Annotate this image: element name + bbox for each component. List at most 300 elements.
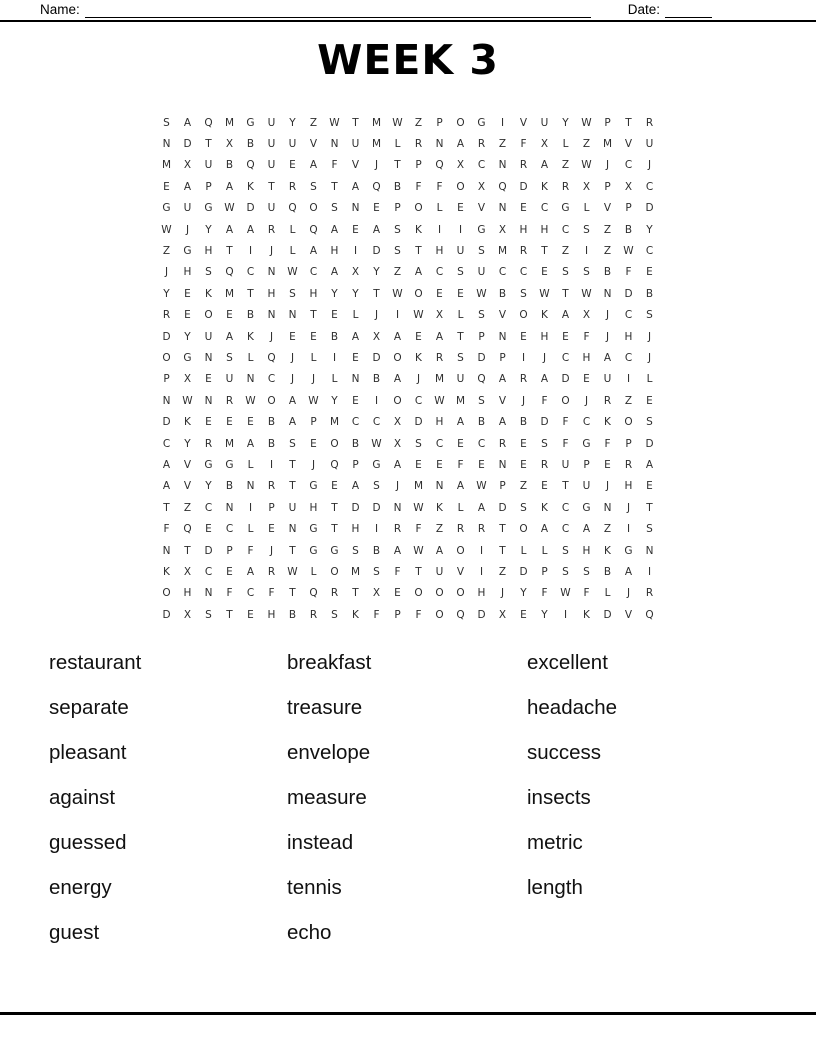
grid-letter: G xyxy=(582,501,591,514)
grid-letter: N xyxy=(645,544,654,557)
grid-letter: F xyxy=(163,523,170,536)
grid-letter: M xyxy=(161,159,172,172)
grid-letter: K xyxy=(604,544,611,557)
grid-letter: C xyxy=(645,180,654,193)
grid-letter: S xyxy=(520,501,527,514)
grid-letter: Y xyxy=(331,394,338,407)
grid-letter: S xyxy=(394,223,401,236)
grid-letter: D xyxy=(603,608,612,621)
grid-letter: P xyxy=(499,351,506,364)
grid-letter: X xyxy=(624,180,633,193)
grid-letter: R xyxy=(204,437,213,450)
grid-letter: L xyxy=(310,351,317,364)
grid-letter: N xyxy=(351,373,360,386)
grid-letter: Y xyxy=(289,116,296,129)
grid-letter: W xyxy=(392,287,403,300)
grid-letter: P xyxy=(394,608,401,621)
grid-letter: A xyxy=(540,523,549,536)
grid-letter: X xyxy=(351,266,360,279)
grid-letter: D xyxy=(498,501,507,514)
grid-letter: A xyxy=(498,416,507,429)
grid-letter: O xyxy=(393,394,402,407)
grid-letter: M xyxy=(224,116,235,129)
grid-letter: J xyxy=(542,351,547,364)
grid-letter: A xyxy=(372,223,381,236)
grid-letter: F xyxy=(625,266,632,279)
grid-letter: Z xyxy=(435,523,444,536)
grid-letter: E xyxy=(415,330,422,343)
grid-letter: A xyxy=(393,330,402,343)
grid-letter: A xyxy=(624,565,633,578)
grid-letter: V xyxy=(603,202,612,215)
word-item: excellent xyxy=(527,650,608,674)
grid-letter: W xyxy=(371,437,382,450)
grid-letter: Y xyxy=(205,223,212,236)
grid-letter: P xyxy=(583,458,590,471)
grid-letter: W xyxy=(413,309,424,322)
word-list-column xyxy=(527,640,617,955)
grid-letter: N xyxy=(435,480,444,493)
grid-letter: Y xyxy=(352,287,359,300)
grid-letter: L xyxy=(247,458,254,471)
grid-letter: L xyxy=(646,373,653,386)
grid-letter: B xyxy=(246,138,255,151)
grid-letter: V xyxy=(498,394,507,407)
grid-letter: F xyxy=(562,437,569,450)
grid-letter: R xyxy=(519,245,528,258)
grid-letter: D xyxy=(162,416,171,429)
grid-letter: N xyxy=(246,373,255,386)
grid-letter: Y xyxy=(562,116,569,129)
grid-letter: D xyxy=(162,608,171,621)
grid-letter: A xyxy=(582,523,591,536)
grid-letter: Q xyxy=(267,351,276,364)
grid-letter: R xyxy=(267,565,276,578)
grid-letter: J xyxy=(269,544,274,557)
grid-letter: B xyxy=(225,480,234,493)
grid-letter: Q xyxy=(435,159,444,172)
grid-letter: J xyxy=(647,330,652,343)
grid-letter: M xyxy=(371,116,382,129)
grid-letter: T xyxy=(289,544,296,557)
grid-letter: L xyxy=(541,544,548,557)
grid-letter: P xyxy=(625,437,632,450)
grid-letter: W xyxy=(413,544,424,557)
grid-letter: A xyxy=(393,458,402,471)
grid-letter: H xyxy=(519,223,528,236)
footer-divider xyxy=(0,1012,816,1015)
grid-letter: R xyxy=(162,309,171,322)
grid-letter: X xyxy=(456,159,465,172)
grid-letter: E xyxy=(646,266,653,279)
grid-letter: L xyxy=(247,351,254,364)
grid-letter: O xyxy=(519,309,528,322)
grid-letter: C xyxy=(204,565,213,578)
grid-letter: I xyxy=(626,523,631,536)
grid-letter: I xyxy=(353,245,358,258)
grid-letter: O xyxy=(435,608,444,621)
grid-letter: R xyxy=(288,180,297,193)
grid-letter: G xyxy=(162,202,171,215)
grid-letter: S xyxy=(205,608,212,621)
grid-letter: K xyxy=(205,287,212,300)
grid-letter: J xyxy=(584,394,589,407)
grid-letter: C xyxy=(477,437,486,450)
grid-letter: V xyxy=(183,480,192,493)
grid-letter: I xyxy=(269,458,274,471)
grid-letter: C xyxy=(582,416,591,429)
grid-letter: J xyxy=(605,159,610,172)
grid-letter: B xyxy=(330,330,339,343)
grid-letter: T xyxy=(331,523,338,536)
grid-letter: W xyxy=(476,480,487,493)
grid-letter: S xyxy=(583,266,590,279)
grid-letter: Q xyxy=(330,458,339,471)
grid-letter: R xyxy=(561,180,570,193)
grid-letter: Z xyxy=(414,116,423,129)
grid-letter: I xyxy=(563,608,568,621)
grid-letter: S xyxy=(352,544,359,557)
grid-letter: J xyxy=(374,309,379,322)
grid-letter: F xyxy=(415,180,422,193)
word-list-column xyxy=(287,640,527,955)
grid-letter: W xyxy=(287,565,298,578)
grid-letter: E xyxy=(226,416,233,429)
grid-letter: W xyxy=(245,394,256,407)
word-list-column xyxy=(49,640,287,955)
grid-letter: R xyxy=(519,373,528,386)
grid-letter: L xyxy=(436,202,443,215)
grid-letter: E xyxy=(268,523,275,536)
grid-letter: N xyxy=(603,501,612,514)
grid-letter: W xyxy=(308,394,319,407)
word-item: restaurant xyxy=(49,650,142,674)
grid-letter: O xyxy=(561,394,570,407)
grid-letter: L xyxy=(247,523,254,536)
grid-letter: H xyxy=(267,608,276,621)
grid-letter: C xyxy=(162,437,171,450)
grid-letter: C xyxy=(645,245,654,258)
grid-letter: A xyxy=(225,330,234,343)
grid-letter: P xyxy=(205,180,212,193)
grid-letter: T xyxy=(457,330,464,343)
grid-letter: J xyxy=(647,351,652,364)
grid-letter: X xyxy=(393,416,402,429)
grid-letter: Z xyxy=(183,501,192,514)
grid-letter: H xyxy=(582,544,591,557)
grid-letter: P xyxy=(499,480,506,493)
grid-letter: U xyxy=(645,138,654,151)
grid-letter: F xyxy=(541,587,548,600)
grid-letter: S xyxy=(562,544,569,557)
grid-letter: E xyxy=(520,330,527,343)
grid-letter: N xyxy=(267,266,276,279)
grid-letter: P xyxy=(394,202,401,215)
grid-letter: C xyxy=(519,266,528,279)
grid-letter: P xyxy=(625,202,632,215)
grid-letter: J xyxy=(311,458,316,471)
grid-letter: A xyxy=(246,437,255,450)
grid-letter: U xyxy=(204,159,213,172)
grid-letter: D xyxy=(246,202,255,215)
grid-letter: I xyxy=(458,223,463,236)
grid-letter: K xyxy=(415,351,422,364)
grid-letter: A xyxy=(183,180,192,193)
grid-letter: B xyxy=(393,180,402,193)
grid-letter: X xyxy=(372,587,381,600)
grid-letter: Q xyxy=(456,608,465,621)
grid-letter: D xyxy=(519,565,528,578)
grid-letter: I xyxy=(395,309,400,322)
grid-letter: L xyxy=(394,138,401,151)
grid-letter: R xyxy=(267,480,276,493)
grid-letter: S xyxy=(562,565,569,578)
grid-letter: O xyxy=(456,587,465,600)
grid-letter: C xyxy=(624,351,633,364)
grid-letter: R xyxy=(477,138,486,151)
grid-letter: J xyxy=(374,159,379,172)
grid-letter: S xyxy=(478,394,485,407)
grid-letter: F xyxy=(247,544,254,557)
grid-letter: E xyxy=(415,458,422,471)
grid-letter: K xyxy=(583,608,590,621)
grid-letter: E xyxy=(247,608,254,621)
grid-letter: S xyxy=(373,480,380,493)
grid-letter: R xyxy=(435,351,444,364)
grid-letter: A xyxy=(225,180,234,193)
word-item: instead xyxy=(287,830,354,854)
grid-letter: T xyxy=(562,480,569,493)
grid-letter: P xyxy=(352,458,359,471)
grid-letter: U xyxy=(435,565,444,578)
grid-letter: R xyxy=(477,523,486,536)
grid-letter: E xyxy=(646,480,653,493)
grid-letter: R xyxy=(309,608,318,621)
grid-letter: E xyxy=(457,202,464,215)
grid-letter: B xyxy=(603,266,612,279)
grid-letter: E xyxy=(562,330,569,343)
grid-letter: F xyxy=(520,138,527,151)
grid-letter: R xyxy=(330,587,339,600)
grid-letter: P xyxy=(310,416,317,429)
grid-letter: T xyxy=(499,544,506,557)
grid-letter: Y xyxy=(520,587,527,600)
grid-letter: T xyxy=(646,501,653,514)
grid-letter: U xyxy=(225,373,234,386)
grid-letter: R xyxy=(225,394,234,407)
grid-letter: A xyxy=(288,416,297,429)
grid-letter: G xyxy=(309,544,318,557)
grid-letter: D xyxy=(477,351,486,364)
grid-letter: D xyxy=(351,501,360,514)
grid-letter: J xyxy=(164,266,169,279)
grid-letter: F xyxy=(331,159,338,172)
grid-letter: H xyxy=(624,330,633,343)
grid-letter: N xyxy=(162,394,171,407)
grid-letter: E xyxy=(646,394,653,407)
grid-letter: L xyxy=(457,309,464,322)
grid-letter: E xyxy=(541,266,548,279)
grid-letter: J xyxy=(290,373,295,386)
grid-letter: L xyxy=(352,309,359,322)
grid-letter: I xyxy=(521,351,526,364)
word-item: against xyxy=(49,785,116,809)
puzzle-title: WEEK 3 xyxy=(317,36,499,84)
grid-letter: N xyxy=(225,501,234,514)
grid-letter: E xyxy=(436,458,443,471)
grid-letter: T xyxy=(205,138,212,151)
grid-letter: K xyxy=(541,180,548,193)
grid-letter: C xyxy=(477,159,486,172)
grid-letter: C xyxy=(561,501,570,514)
grid-letter: A xyxy=(183,116,192,129)
grid-letter: K xyxy=(415,223,422,236)
grid-letter: M xyxy=(602,138,613,151)
grid-letter: A xyxy=(393,373,402,386)
grid-letter: V xyxy=(498,309,507,322)
grid-letter: F xyxy=(562,416,569,429)
grid-letter: H xyxy=(330,245,339,258)
grid-letter: O xyxy=(414,287,423,300)
grid-letter: A xyxy=(603,351,612,364)
grid-letter: H xyxy=(204,245,213,258)
grid-letter: Y xyxy=(541,608,548,621)
word-item: treasure xyxy=(287,695,363,719)
grid-letter: I xyxy=(626,373,631,386)
grid-letter: T xyxy=(268,180,275,193)
grid-letter: E xyxy=(289,159,296,172)
grid-letter: C xyxy=(351,416,360,429)
grid-letter: Q xyxy=(309,587,318,600)
grid-letter: D xyxy=(204,544,213,557)
grid-letter: Z xyxy=(519,480,528,493)
grid-letter: X xyxy=(183,608,192,621)
word-item: separate xyxy=(49,695,129,719)
grid-letter: C xyxy=(435,437,444,450)
grid-letter: R xyxy=(645,587,654,600)
grid-letter: Z xyxy=(624,394,633,407)
grid-letter: T xyxy=(331,180,338,193)
grid-letter: D xyxy=(561,373,570,386)
grid-letter: K xyxy=(247,330,254,343)
grid-letter: H xyxy=(309,287,318,300)
grid-letter: U xyxy=(267,202,276,215)
grid-letter: T xyxy=(541,245,548,258)
grid-letter: G xyxy=(183,245,192,258)
grid-letter: V xyxy=(519,116,528,129)
grid-letter: E xyxy=(436,287,443,300)
grid-letter: X xyxy=(183,373,192,386)
grid-letter: A xyxy=(477,501,486,514)
grid-letter: T xyxy=(163,501,170,514)
grid-letter: J xyxy=(311,373,316,386)
grid-letter: W xyxy=(287,266,298,279)
grid-letter: I xyxy=(437,223,442,236)
grid-letter: Z xyxy=(603,523,612,536)
grid-letter: O xyxy=(162,587,171,600)
grid-letter: N xyxy=(267,309,276,322)
grid-letter: F xyxy=(268,587,275,600)
word-item: pleasant xyxy=(49,740,127,764)
grid-letter: Z xyxy=(603,245,612,258)
grid-letter: F xyxy=(436,180,443,193)
grid-letter: O xyxy=(267,394,276,407)
grid-letter: H xyxy=(351,523,360,536)
grid-letter: R xyxy=(603,394,612,407)
word-list xyxy=(49,640,776,955)
grid-letter: J xyxy=(416,373,421,386)
header-divider xyxy=(0,20,816,22)
grid-letter: J xyxy=(290,351,295,364)
grid-letter: V xyxy=(477,202,486,215)
grid-letter: D xyxy=(414,416,423,429)
grid-letter: I xyxy=(584,245,589,258)
grid-letter: S xyxy=(646,416,653,429)
grid-letter: I xyxy=(332,351,337,364)
grid-letter: C xyxy=(561,351,570,364)
word-item: breakfast xyxy=(287,650,372,674)
grid-letter: N xyxy=(498,159,507,172)
grid-letter: S xyxy=(520,287,527,300)
grid-letter: Z xyxy=(561,159,570,172)
grid-letter: A xyxy=(246,223,255,236)
grid-letter: W xyxy=(581,287,592,300)
grid-letter: X xyxy=(498,223,507,236)
grid-letter: T xyxy=(625,116,632,129)
grid-letter: L xyxy=(604,587,611,600)
grid-letter: G xyxy=(309,523,318,536)
word-item: guessed xyxy=(49,830,127,854)
grid-letter: T xyxy=(394,159,401,172)
grid-letter: Z xyxy=(498,138,507,151)
grid-letter: J xyxy=(605,330,610,343)
grid-letter: I xyxy=(647,565,652,578)
grid-letter: I xyxy=(248,245,253,258)
grid-letter: Q xyxy=(645,608,654,621)
grid-letter: C xyxy=(204,501,213,514)
grid-letter: R xyxy=(519,159,528,172)
grid-letter: B xyxy=(603,565,612,578)
grid-letter: U xyxy=(477,266,486,279)
grid-letter: W xyxy=(182,394,193,407)
grid-letter: P xyxy=(268,501,275,514)
grid-letter: J xyxy=(521,394,526,407)
grid-letter: E xyxy=(604,458,611,471)
grid-letter: W xyxy=(329,116,340,129)
grid-letter: T xyxy=(352,587,359,600)
date-label: Date: xyxy=(627,2,660,17)
grid-letter: G xyxy=(624,544,633,557)
grid-letter: E xyxy=(478,458,485,471)
grid-letter: S xyxy=(289,287,296,300)
grid-letter: A xyxy=(456,138,465,151)
word-item: length xyxy=(527,875,583,899)
grid-letter: A xyxy=(288,394,297,407)
grid-letter: L xyxy=(457,501,464,514)
grid-letter: A xyxy=(540,159,549,172)
grid-letter: E xyxy=(310,330,317,343)
grid-letter: M xyxy=(224,287,235,300)
grid-letter: E xyxy=(352,394,359,407)
grid-letter: E xyxy=(331,309,338,322)
word-item: echo xyxy=(287,920,332,944)
grid-letter: N xyxy=(288,309,297,322)
grid-letter: F xyxy=(457,458,464,471)
grid-letter: Z xyxy=(498,565,507,578)
grid-letter: J xyxy=(605,309,610,322)
grid-letter: C xyxy=(561,523,570,536)
grid-letter: D xyxy=(519,180,528,193)
